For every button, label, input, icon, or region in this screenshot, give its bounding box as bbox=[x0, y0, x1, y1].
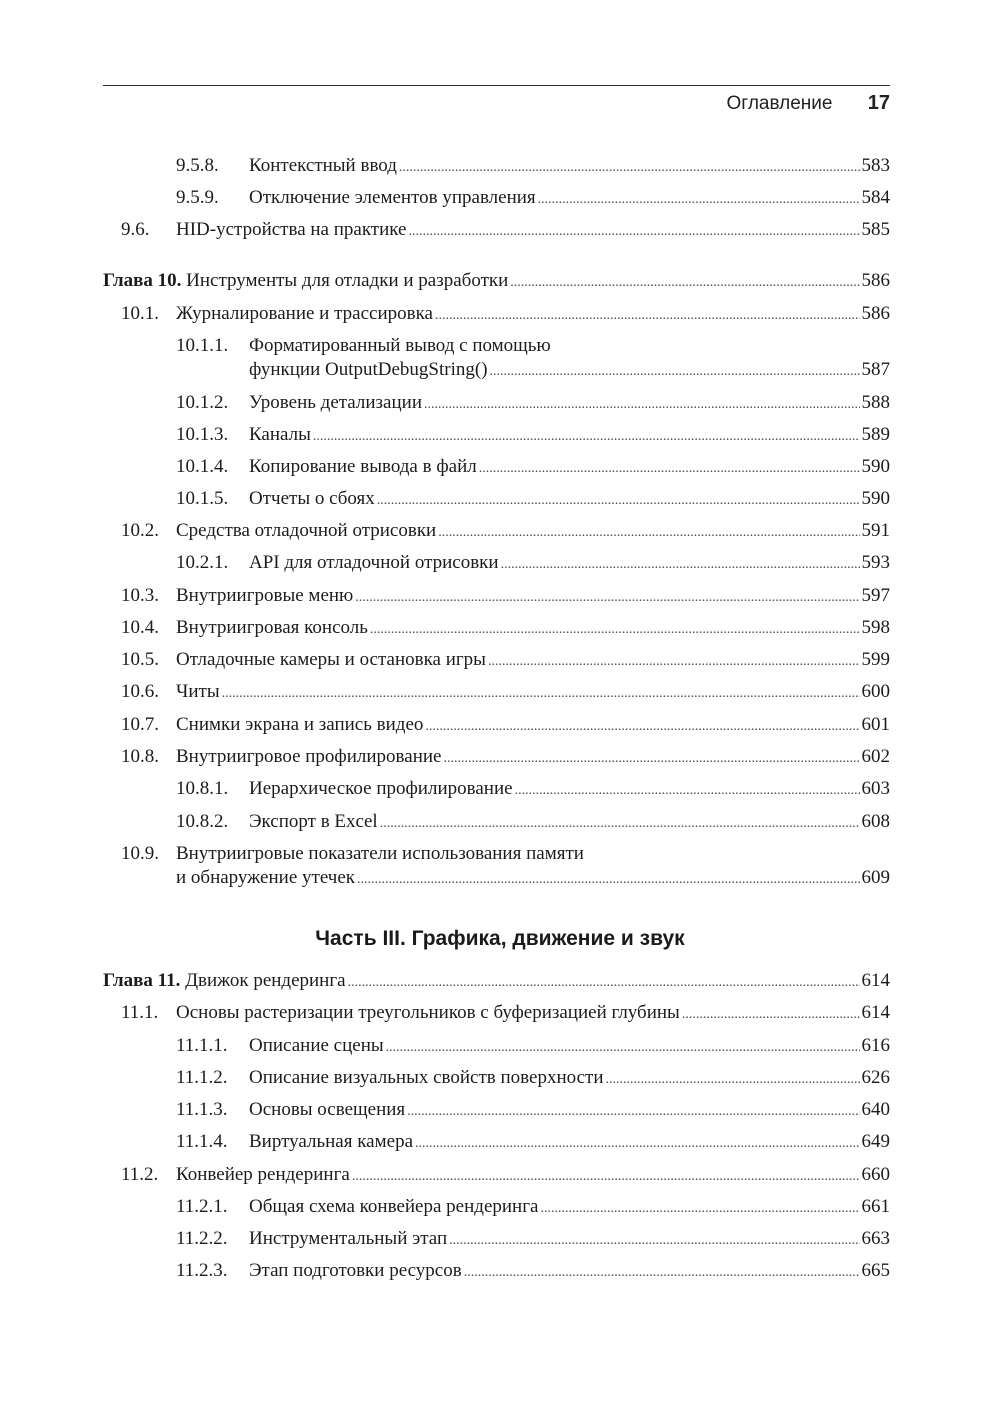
toc-page: 585 bbox=[861, 219, 890, 240]
leader-dots bbox=[606, 1066, 860, 1092]
toc-number: 11.2. bbox=[121, 1164, 159, 1185]
toc-title-line1: Форматированный вывод с помощью bbox=[249, 335, 551, 356]
leader-dots bbox=[355, 584, 859, 610]
toc-page: 586 bbox=[861, 303, 890, 324]
toc-title: Инструменты для отладки и разработки bbox=[186, 270, 509, 291]
toc-title: Этап подготовки ресурсов bbox=[249, 1260, 462, 1281]
toc-page: 599 bbox=[861, 649, 890, 670]
leader-dots bbox=[449, 1227, 859, 1253]
toc-page: 583 bbox=[861, 155, 890, 176]
header-rule bbox=[103, 85, 890, 86]
toc-number: 11.2.2. bbox=[176, 1228, 228, 1249]
toc-title: функции OutputDebugString() bbox=[249, 359, 488, 380]
toc-page: 587 bbox=[861, 359, 890, 380]
toc-title: Описание сцены bbox=[249, 1035, 384, 1056]
toc-number: 10.8. bbox=[121, 746, 159, 767]
toc-page: 663 bbox=[861, 1228, 890, 1249]
toc-page: 597 bbox=[861, 585, 890, 606]
toc-page: 601 bbox=[861, 714, 890, 735]
toc-number: 9.5.8. bbox=[176, 155, 219, 176]
toc-title: Основы освещения bbox=[249, 1099, 406, 1120]
toc-page: 626 bbox=[861, 1067, 890, 1088]
toc-title: Виртуальная камера bbox=[249, 1131, 413, 1152]
leader-dots bbox=[490, 358, 860, 384]
toc-page: 600 bbox=[861, 681, 890, 702]
toc-title: Движок рендеринга bbox=[185, 970, 346, 991]
toc-page: 590 bbox=[861, 488, 890, 509]
toc-page: 603 bbox=[861, 778, 890, 799]
toc-number: 9.5.9. bbox=[176, 187, 219, 208]
leader-dots bbox=[313, 423, 860, 449]
toc-title: Внутриигровое профилирование bbox=[176, 746, 442, 767]
toc-page: 588 bbox=[861, 392, 890, 413]
toc-number: 9.6. bbox=[121, 219, 150, 240]
toc-number: 11.1.2. bbox=[176, 1067, 228, 1088]
toc-page: 602 bbox=[861, 746, 890, 767]
toc-number: 10.8.1. bbox=[176, 778, 229, 799]
toc-title: Отключение элементов управления bbox=[249, 187, 536, 208]
leader-dots bbox=[407, 1098, 859, 1124]
toc-page: 589 bbox=[861, 424, 890, 445]
page-number: 17 bbox=[867, 92, 890, 114]
leader-dots bbox=[510, 269, 859, 295]
toc-number: 11.2.1. bbox=[176, 1196, 228, 1217]
toc-title: API для отладочной отрисовки bbox=[249, 552, 499, 573]
toc-title: Общая схема конвейера рендеринга bbox=[249, 1196, 539, 1217]
chapter-prefix: Глава 11. bbox=[103, 970, 181, 991]
toc-number: 11.1. bbox=[121, 1002, 159, 1023]
toc-number: 10.1.2. bbox=[176, 392, 229, 413]
leader-dots bbox=[443, 745, 859, 771]
toc-number: 10.1. bbox=[121, 303, 159, 324]
toc-title: Основы растеризации треугольников с буферизацией глубины bbox=[176, 1002, 680, 1023]
toc-entry[interactable] bbox=[0, 842, 1000, 892]
toc-page: 584 bbox=[861, 187, 890, 208]
toc-number: 10.1.1. bbox=[176, 335, 229, 356]
leader-dots bbox=[399, 154, 860, 180]
chapter-prefix: Глава 10. bbox=[103, 270, 182, 291]
header-title: Оглавление bbox=[726, 93, 833, 114]
toc-page: 608 bbox=[861, 811, 890, 832]
leader-dots bbox=[377, 487, 860, 513]
leader-dots bbox=[479, 455, 860, 481]
leader-dots bbox=[538, 186, 860, 212]
toc-page: 661 bbox=[861, 1196, 890, 1217]
toc-title: Копирование вывода в файл bbox=[249, 456, 477, 477]
toc-title: Журналирование и трассировка bbox=[176, 303, 433, 324]
toc-title: Иерархическое профилирование bbox=[249, 778, 513, 799]
toc-entry[interactable] bbox=[0, 334, 1000, 384]
toc-title: HID-устройства на практике bbox=[176, 219, 407, 240]
toc-number: 10.3. bbox=[121, 585, 159, 606]
toc-number: 10.8.2. bbox=[176, 811, 229, 832]
toc-title: Экспорт в Excel bbox=[249, 811, 378, 832]
toc-page: 640 bbox=[861, 1099, 890, 1120]
toc-title: Конвейер рендеринга bbox=[176, 1164, 350, 1185]
toc-title: Каналы bbox=[249, 424, 311, 445]
toc-number: 11.2.3. bbox=[176, 1260, 228, 1281]
toc-title: Внутриигровая консоль bbox=[176, 617, 368, 638]
toc-page: 590 bbox=[861, 456, 890, 477]
toc-number: 10.6. bbox=[121, 681, 159, 702]
leader-dots bbox=[352, 1163, 860, 1189]
leader-dots bbox=[464, 1259, 860, 1285]
part-heading[interactable]: Часть III. Графика, движение и звук bbox=[315, 927, 685, 950]
toc-page: 665 bbox=[861, 1260, 890, 1281]
toc-number: 10.2.1. bbox=[176, 552, 229, 573]
toc-page: 649 bbox=[861, 1131, 890, 1152]
leader-dots bbox=[501, 551, 860, 577]
toc-title: Внутриигровые меню bbox=[176, 585, 354, 606]
toc-page: 614 bbox=[861, 1002, 890, 1023]
toc-number: 10.1.5. bbox=[176, 488, 229, 509]
leader-dots bbox=[386, 1034, 860, 1060]
toc-page: 609 bbox=[861, 867, 890, 888]
running-header bbox=[727, 92, 890, 115]
toc-title: Читы bbox=[176, 681, 220, 702]
toc-title: Инструментальный этап bbox=[249, 1228, 448, 1249]
toc-number: 10.7. bbox=[121, 714, 159, 735]
leader-dots bbox=[425, 713, 859, 739]
toc-page: 586 bbox=[861, 270, 890, 291]
toc-page: 598 bbox=[861, 617, 890, 638]
toc-page: 593 bbox=[861, 552, 890, 573]
toc-number: 11.1.4. bbox=[176, 1131, 228, 1152]
leader-dots bbox=[370, 616, 860, 642]
toc-number: 11.1.3. bbox=[176, 1099, 228, 1120]
toc-number: 11.1.1. bbox=[176, 1035, 228, 1056]
leader-dots bbox=[357, 866, 860, 892]
toc-title: Контекстный ввод bbox=[249, 155, 397, 176]
leader-dots bbox=[435, 302, 860, 328]
toc-number: 10.4. bbox=[121, 617, 159, 638]
toc-title: Снимки экрана и запись видео bbox=[176, 714, 424, 735]
toc-title: Описание визуальных свойств поверхности bbox=[249, 1067, 604, 1088]
toc-title: Отчеты о сбоях bbox=[249, 488, 375, 509]
leader-dots bbox=[415, 1130, 860, 1156]
toc-page: 660 bbox=[861, 1164, 890, 1185]
leader-dots bbox=[515, 777, 860, 803]
leader-dots bbox=[222, 680, 860, 706]
leader-dots bbox=[682, 1001, 860, 1027]
toc-number: 10.5. bbox=[121, 649, 159, 670]
toc-page: 591 bbox=[861, 520, 890, 541]
toc-title-line1: Внутриигровые показатели использования памяти bbox=[176, 843, 584, 864]
toc-number: 10.1.4. bbox=[176, 456, 229, 477]
toc-title: Уровень детализации bbox=[249, 392, 422, 413]
leader-dots bbox=[438, 519, 859, 545]
toc-page: 616 bbox=[861, 1035, 890, 1056]
toc-number: 10.9. bbox=[121, 843, 159, 864]
leader-dots bbox=[424, 391, 860, 417]
leader-dots bbox=[380, 810, 860, 836]
leader-dots bbox=[488, 648, 860, 674]
toc-title: Отладочные камеры и остановка игры bbox=[176, 649, 486, 670]
toc-number: 10.1.3. bbox=[176, 424, 229, 445]
leader-dots bbox=[408, 218, 859, 244]
leader-dots bbox=[540, 1195, 859, 1221]
leader-dots bbox=[348, 969, 860, 995]
toc-number: 10.2. bbox=[121, 520, 159, 541]
toc-title: и обнаружение утечек bbox=[176, 867, 355, 888]
toc-title: Средства отладочной отрисовки bbox=[176, 520, 437, 541]
toc-page: 614 bbox=[861, 970, 890, 991]
